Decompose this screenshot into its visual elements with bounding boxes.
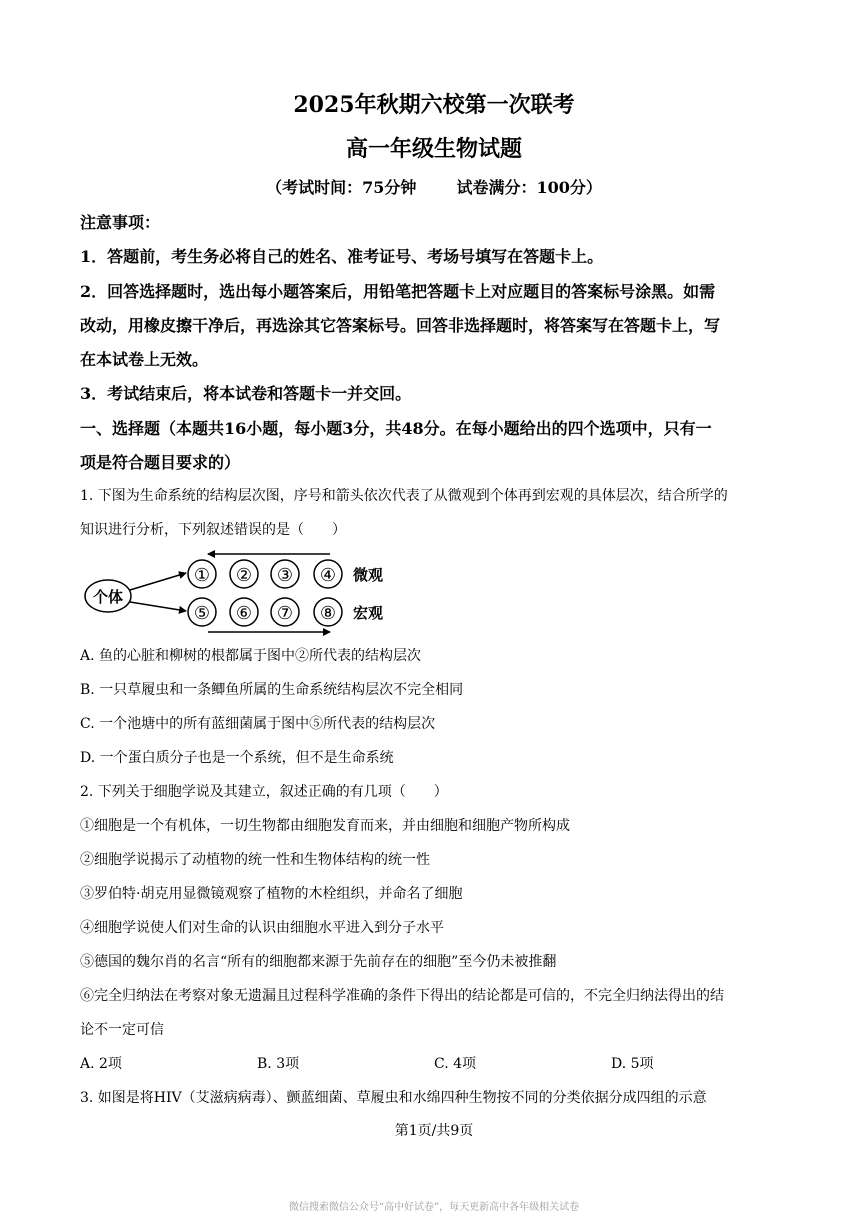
statement: ⑤德国的魏尔肖的名言“所有的细胞都来源于先前存在的细胞”至今仍未被推翻	[80, 954, 557, 970]
arrow-to-macro	[130, 602, 186, 611]
notice-item: 2．回答选择题时，选出每小题答案后，用铅笔把答题卡上对应题目的答案标号涂黑。如需	[80, 282, 716, 301]
statement-cont: 论不一定可信	[80, 1022, 164, 1038]
watermark-text: 微信搜索微信公众号“高中好试卷”，每天更新高中各年级相关试卷	[288, 1202, 580, 1213]
level-number: ⑦	[276, 603, 294, 624]
section-heading-cont: 项是符合题目要求的）	[80, 453, 241, 472]
question-stem-cont: 知识进行分析，下列叙述错误的是（ ）	[80, 522, 346, 538]
exam-title: 2025年秋期六校第一次联考	[293, 92, 575, 118]
question-stem: 3. 如图是将HIV（艾滋病病毒）、颤蓝细菌、草履虫和水绵四种生物按不同的分类依据分成四组的示意	[80, 1090, 707, 1106]
statement: ③罗伯特·胡克用显微镜观察了植物的木栓组织，并命名了细胞	[80, 886, 463, 902]
exam-time: （考试时间：75分钟	[266, 178, 417, 197]
level-number: ③	[276, 565, 294, 586]
option-d: D. 一个蛋白质分子也是一个系统，但不是生命系统	[80, 750, 394, 766]
statement: ④细胞学说使人们对生命的认识由细胞水平进入到分子水平	[80, 920, 444, 936]
level-number: ②	[235, 565, 253, 586]
question-stem: 2. 下列关于细胞学说及其建立，叙述正确的有几项（ ）	[80, 784, 448, 800]
arrow-to-micro	[130, 573, 186, 590]
notice-item: 改动，用橡皮擦干净后，再选涂其它答案标号。回答非选择题时，将答案写在答题卡上，写	[80, 316, 721, 335]
notice-item: 1．答题前，考生务必将自己的姓名、准考证号、考场号填写在答题卡上。	[80, 247, 604, 266]
option-b: B. 3项	[257, 1056, 300, 1072]
micro-label: 微观	[353, 566, 384, 584]
option-c: C. 一个池塘中的所有蓝细菌属于图中⑤所代表的结构层次	[80, 716, 436, 732]
option-a: A. 2项	[80, 1056, 122, 1072]
option-a: A. 鱼的心脏和柳树的根都属于图中②所代表的结构层次	[80, 648, 422, 664]
notice-heading: 注意事项：	[80, 213, 161, 232]
macro-label: 宏观	[353, 604, 384, 622]
exam-subtitle: 高一年级生物试题	[345, 136, 522, 162]
statement: ⑥完全归纳法在考察对象无遗漏且过程科学准确的条件下得出的结论都是可信的，不完全归纳法得出的结	[80, 988, 724, 1004]
statement: ①细胞是一个有机体，一切生物都由细胞发育而来，并由细胞和细胞产物所构成	[80, 818, 570, 834]
page-number: 第1页/共9页	[394, 1123, 474, 1139]
statement: ②细胞学说揭示了动植物的统一性和生物体结构的统一性	[80, 852, 430, 868]
level-number: ⑧	[319, 603, 337, 624]
level-number: ⑤	[193, 603, 211, 624]
level-number: ⑥	[235, 603, 253, 624]
full-score: 试卷满分：100分）	[456, 178, 602, 197]
life-system-diagram	[80, 548, 420, 640]
exam-info	[0, 176, 868, 200]
level-number: ①	[193, 565, 211, 586]
option-d: D. 5项	[611, 1056, 654, 1072]
notice-item: 3．考试结束后，将本试卷和答题卡一并交回。	[80, 384, 412, 403]
individual-label: 个体	[92, 588, 124, 606]
question-stem: 1. 下图为生命系统的结构层次图，序号和箭头依次代表了从微观到个体再到宏观的具体层次，结合所学的	[80, 488, 728, 504]
section-heading: 一、选择题（本题共16小题，每小题3分，共48分。在每小题给出的四个选项中，只有一	[80, 419, 712, 438]
option-b: B. 一只草履虫和一条鲫鱼所属的生命系统结构层次不完全相同	[80, 682, 464, 698]
level-number: ④	[319, 565, 337, 586]
option-c: C. 4项	[434, 1056, 477, 1072]
notice-item: 在本试卷上无效。	[80, 350, 209, 369]
